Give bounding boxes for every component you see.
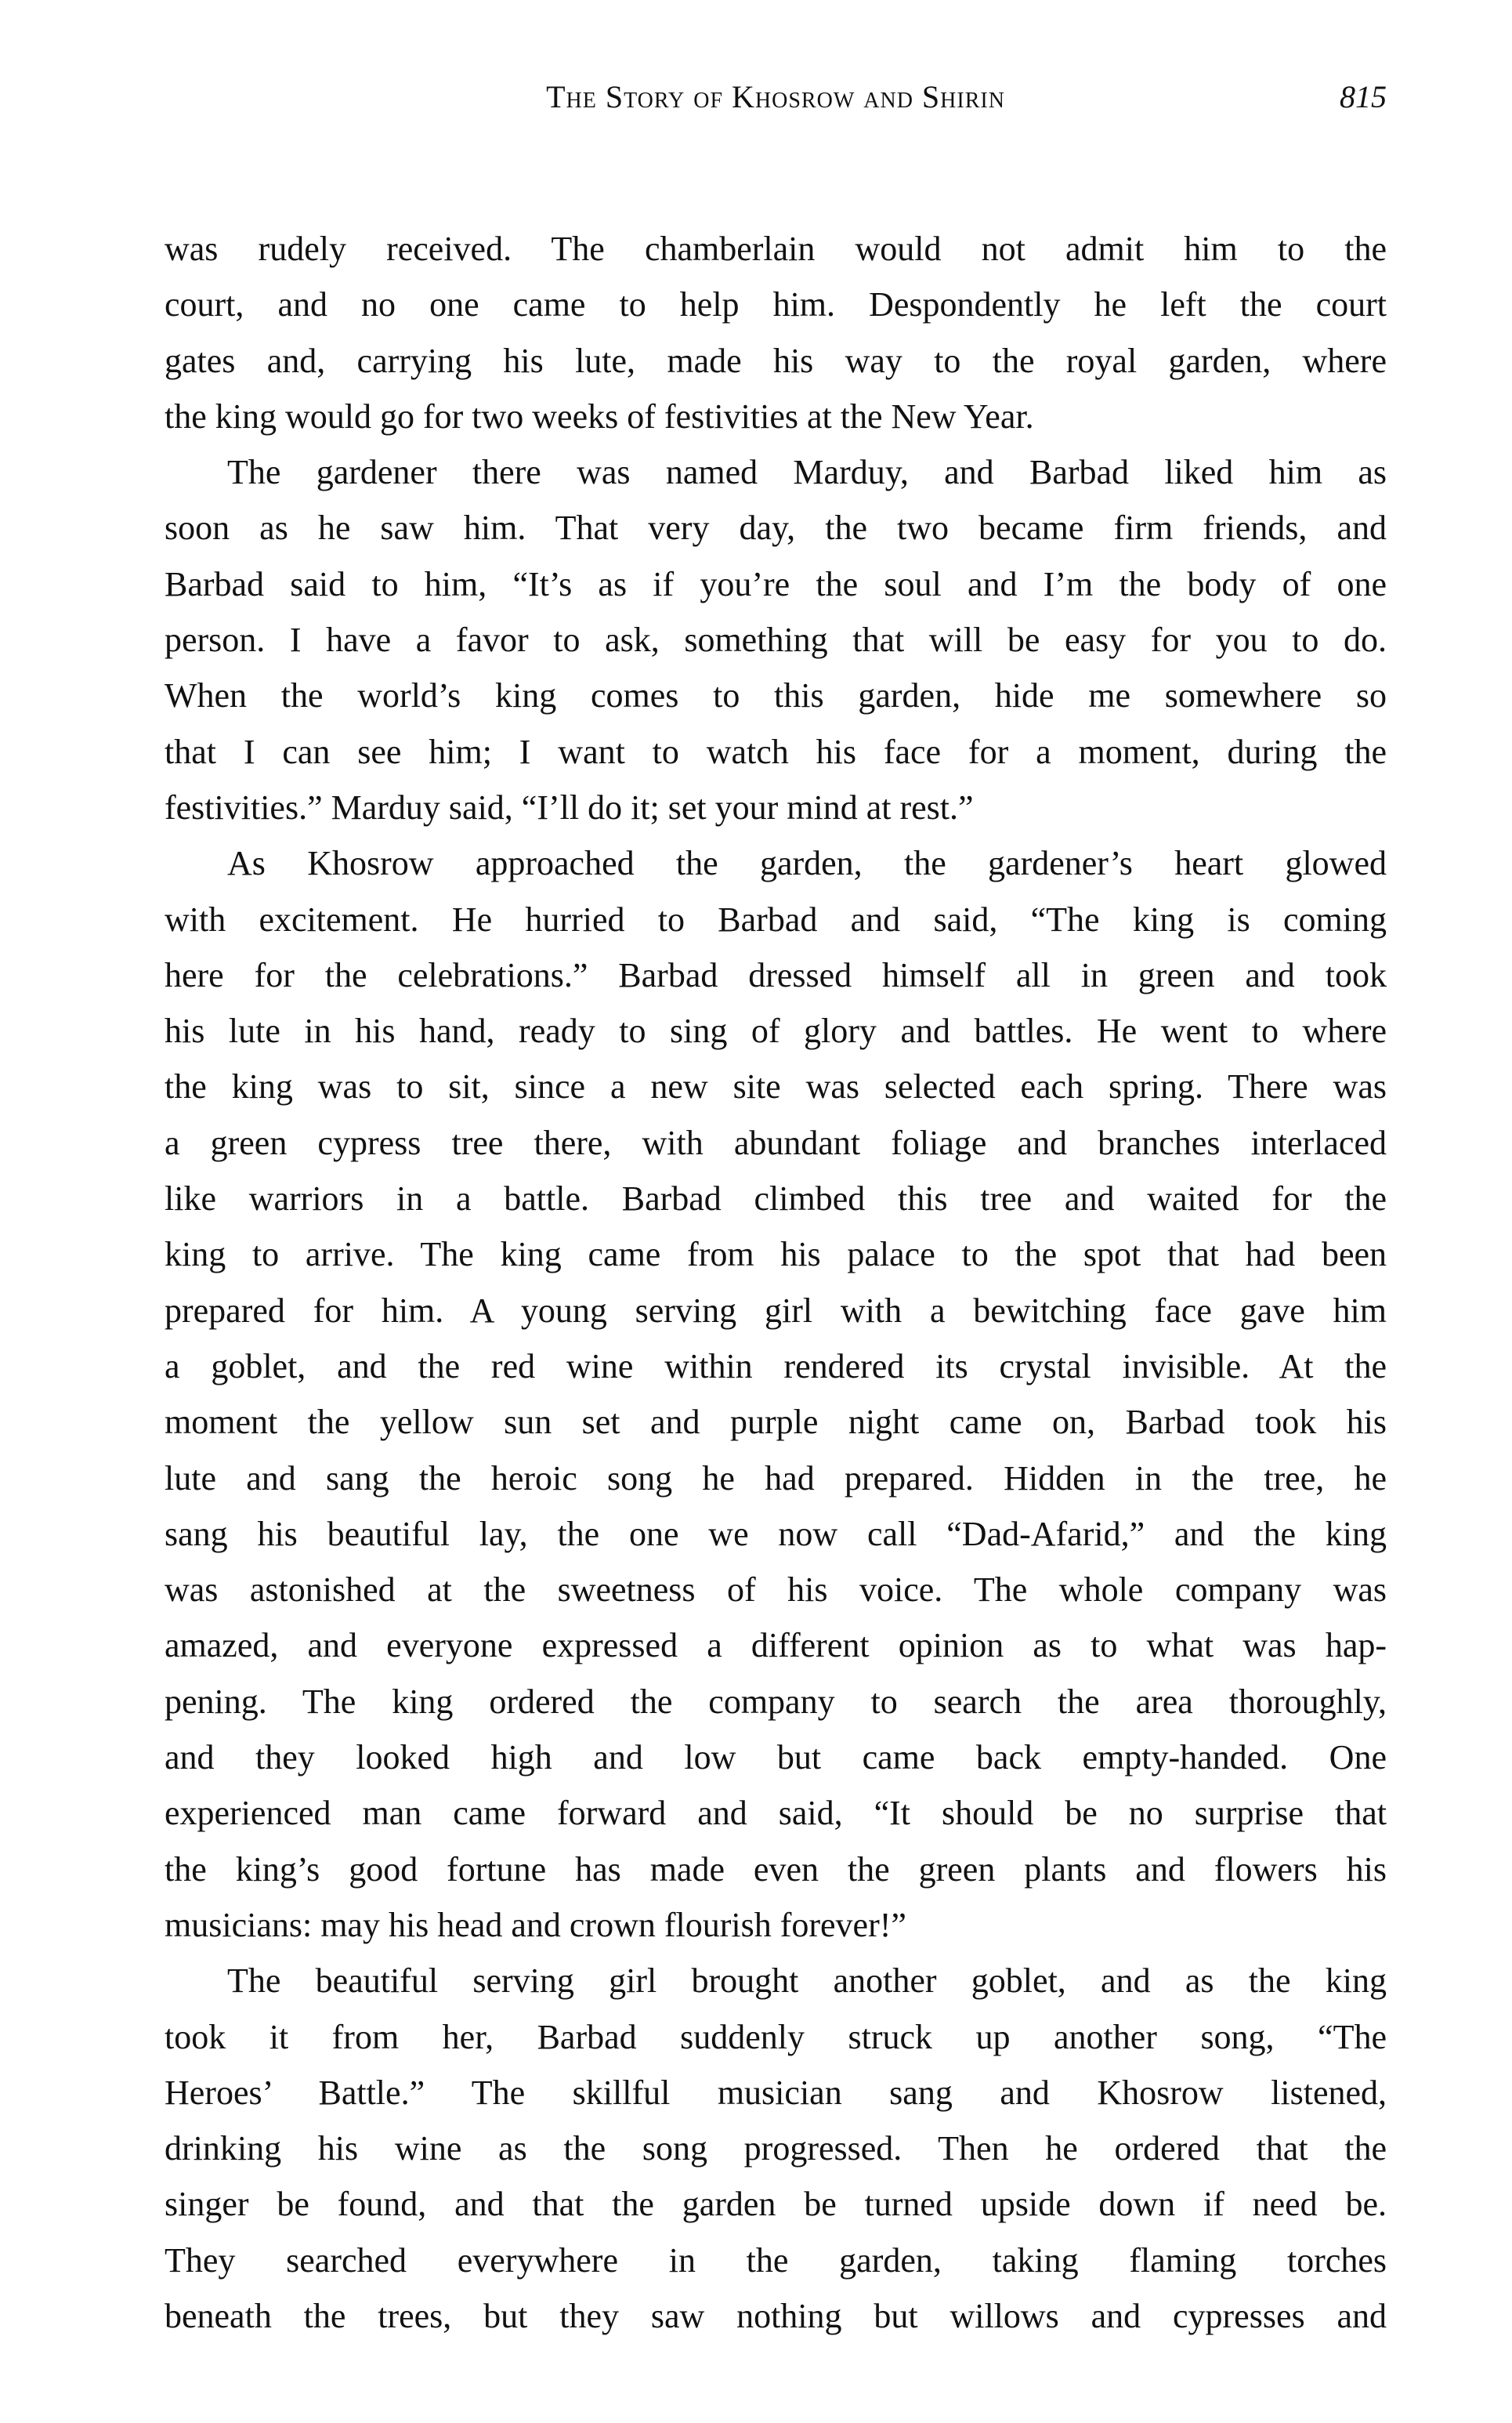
text-line: Heroes’ Battle.” The skillful musician sang and Khosrow listened,: [165, 2073, 1387, 2112]
text-line: Barbad said to him, “It’s as if you’re the soul and I’m the body of one: [165, 564, 1387, 603]
text-line: They searched everywhere in the garden, taking flaming torches: [165, 2240, 1387, 2280]
text-line: a green cypress tree there, with abundant foliage and branches interlaced: [165, 1123, 1387, 1162]
text-line: took it from her, Barbad suddenly struck up another song, “The: [165, 2017, 1387, 2056]
text-line: singer be found, and that the garden be turned upside down if need be.: [165, 2185, 1387, 2224]
text-line: As Khosrow approached the garden, the gardener’s heart glowed: [227, 844, 1387, 883]
text-line: that I can see him; I want to watch his face for a moment, during the: [165, 732, 1387, 771]
text-line: was astonished at the sweetness of his voice. The whole company was: [165, 1570, 1387, 1610]
text-line: with excitement. He hurried to Barbad and said, “The king is coming: [165, 900, 1387, 939]
running-header: [165, 78, 1387, 125]
text-line: gates and, carrying his lute, made his way to the royal garden, where: [165, 341, 1387, 380]
text-line: here for the celebrations.” Barbad dressed himself all in green and took: [165, 955, 1387, 994]
text-line: lute and sang the heroic song he had prepared. Hidden in the tree, he: [165, 1458, 1387, 1498]
text-line: and they looked high and low but came back empty-handed. One: [165, 1738, 1387, 1777]
text-line: the king’s good fortune has made even the green plants and flowers his: [165, 1849, 1387, 1889]
text-line: pening. The king ordered the company to search the area thoroughly,: [165, 1682, 1387, 1721]
text-line: festivities.” Marduy said, “I’ll do it; set your mind at rest.”: [165, 788, 974, 827]
text-line: The gardener there was named Marduy, and Barbad liked him as: [227, 453, 1387, 492]
text-line: court, and no one came to help him. Despondently he left the court: [165, 285, 1387, 324]
text-line: moment the yellow sun set and purple night came on, Barbad took his: [165, 1403, 1387, 1442]
page-number: 815: [1340, 79, 1387, 114]
text-line: soon as he saw him. That very day, the two became firm friends, and: [165, 509, 1387, 548]
text-line: drinking his wine as the song progressed. Then he ordered that the: [165, 2129, 1387, 2168]
text-line: sang his beautiful lay, the one we now call “Dad-Afarid,” and the king: [165, 1514, 1387, 1553]
text-line: the king was to sit, since a new site was selected each spring. There was: [165, 1067, 1387, 1106]
text-line: experienced man came forward and said, “It should be no surprise that: [165, 1794, 1387, 1833]
text-line: a goblet, and the red wine within rendered its crystal invisible. At the: [165, 1346, 1387, 1385]
text-line: When the world’s king comes to this garden, hide me somewhere so: [165, 676, 1387, 715]
text-line: beneath the trees, but they saw nothing but willows and cypresses and: [165, 2296, 1387, 2335]
running-title: The Story of Khosrow and Shirin: [546, 79, 1005, 114]
text-line: like warriors in a battle. Barbad climbed this tree and waited for the: [165, 1179, 1387, 1219]
body-text: [165, 221, 1387, 2344]
text-line: his lute in his hand, ready to sing of glory and battles. He went to where: [165, 1012, 1387, 1051]
text-line: amazed, and everyone expressed a different opinion as to what was hap-: [165, 1626, 1387, 1665]
text-line: the king would go for two weeks of festivities at the New Year.: [165, 397, 1034, 436]
text-line: musicians: may his head and crown flourish forever!”: [165, 1905, 906, 1944]
text-line: was rudely received. The chamberlain would not admit him to the: [165, 230, 1387, 268]
text-line: person. I have a favor to ask, something that will be easy for you to do.: [165, 621, 1387, 660]
text-line: king to arrive. The king came from his palace to the spot that had been: [165, 1235, 1387, 1274]
text-line: prepared for him. A young serving girl with a bewitching face gave him: [165, 1291, 1387, 1330]
text-line: The beautiful serving girl brought another goblet, and as the king: [227, 1961, 1387, 2001]
